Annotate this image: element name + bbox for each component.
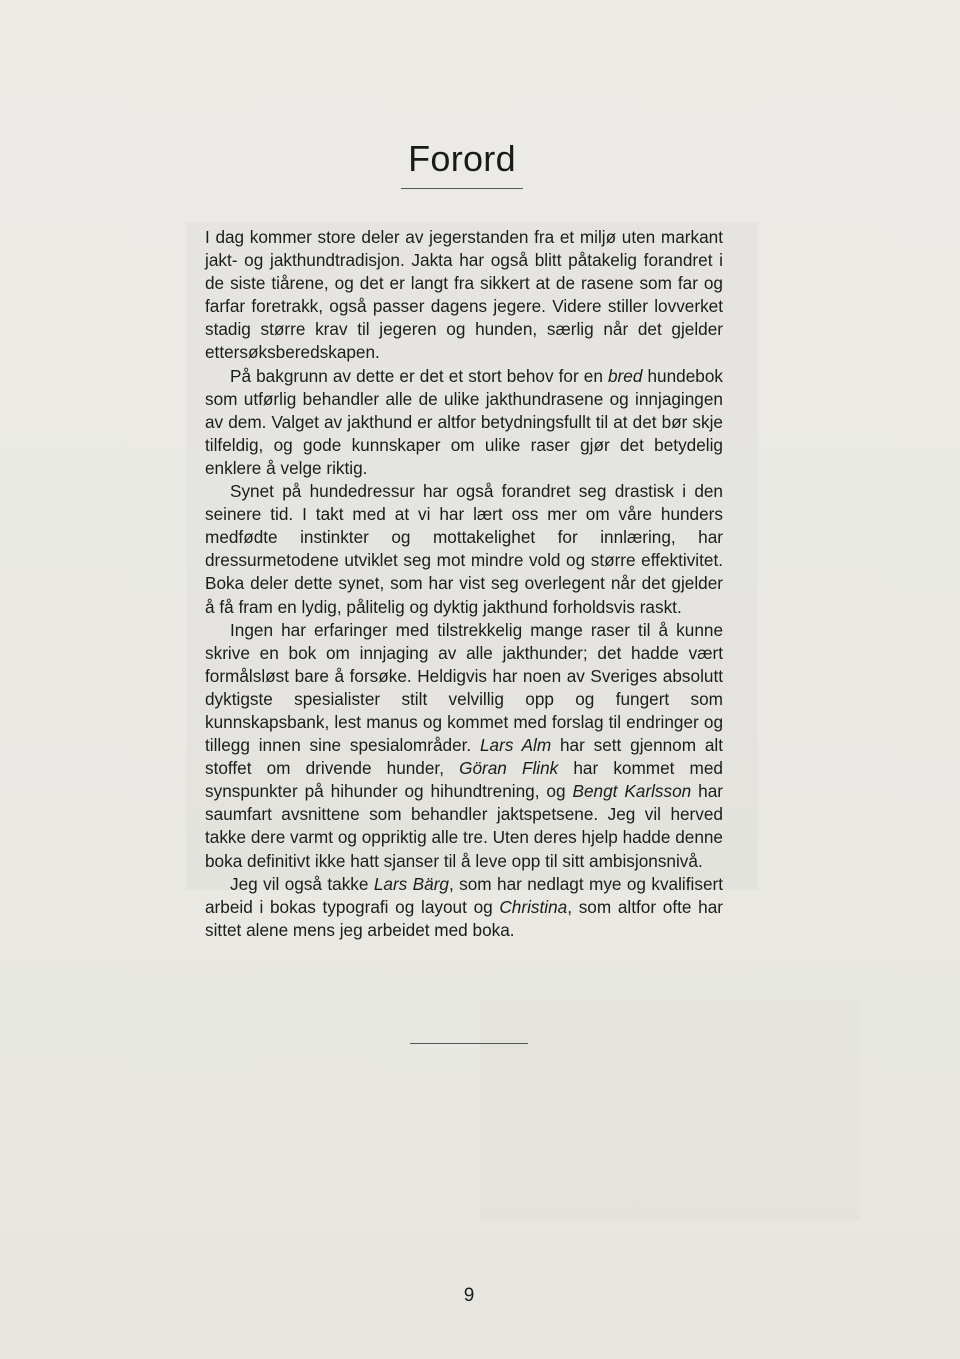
italic-name: Lars Bärg [373,873,449,894]
text-run: , som altfor ofte har sittet alene mens jeg arbeidet med boka. [205,896,723,940]
italic-name: Göran Flink [459,758,559,779]
text-run: har sett gjennom alt stoffet om drivende hunder, [205,735,724,779]
paragraph [205,480,723,619]
italic-name: bred [608,365,643,386]
paragraph [205,365,723,480]
text-run: På bakgrunn av dette er det et stort behov for en [230,365,608,386]
italic-name: Bengt Karlsson [572,781,692,802]
text-run: Synet på hundedressur har også forandret seg drastisk i den seinere tid. I takt med at vi har lært oss mer om våre hunders medfødte instinkter og mottakelighet for innlæring, har dressurmetodene utviklet seg mot mindre vold og større effektivitet. Boka deler dette synet, som har vist seg overlegent når det gjelder å få fram en lydig, pålitelig og dyktig jakthund forholdsvis raskt. [205,481,723,617]
bleed-through-shadow [480,1000,860,1220]
paragraph [205,226,723,365]
text-run: har kommet med synspunkter på hihunder og hihundtrening, og [205,758,723,802]
paragraph [205,873,723,942]
text-run: Jeg vil også takke [230,873,374,894]
text-run: I dag kommer store deler av jegerstanden fra et miljø uten markant jakt- og jakthundtradisjon. Jakta har også blitt påtakelig forandret i de siste tiårene, og det er langt fra sikkert at de rasene som far og farfar foretrakk, også passer dagens jegere. Videre stiller lovverket stadig større krav til jegeren og hunden, særlig når det gjelder ettersøksberedskapen. [205,227,723,363]
foreword-body [205,226,723,942]
paragraph [205,619,723,873]
text-run: , som har nedlagt mye og kvalifisert arbeid i bokas typografi og layout og [205,873,723,917]
text-run: hundebok som utførlig behandler alle de ulike jakthundrasene og innjagingen av dem. Valget av jakthund er altfor betydningsfullt til at det bør skje tilfeldig, og gode kunnskaper om ulike raser gjør det betydelig enklere å velge riktig. [205,365,724,478]
italic-name: Lars Alm [480,735,552,756]
end-divider [410,1043,528,1044]
page-number: 9 [463,1285,475,1306]
text-run: Ingen har erfaringer med tilstrekkelig mange raser til å kunne skrive en bok om innjaging av alle jakthunder; det hadde vært formålsløst bare å forsøke. Heldigvis har noen av Sveriges absolutt dyktigste spesialister stilt velvillig opp og fungert som kunnskapsbank, lest manus og kommet med forslag til endringer og tillegg innen sine spesialområder. [205,619,723,756]
title-underline [401,188,523,189]
italic-name: Christina [499,896,568,917]
text-run: har saumfart avsnittene som behandler jaktspetsene. Jeg vil herved takke dere varmt og oppriktig alle tre. Uten deres hjelp hadde denne boka definitivt ikke hatt sjanser til å leve opp til sitt ambisjonsnivå. [205,781,723,871]
page-title: Forord [408,138,516,179]
